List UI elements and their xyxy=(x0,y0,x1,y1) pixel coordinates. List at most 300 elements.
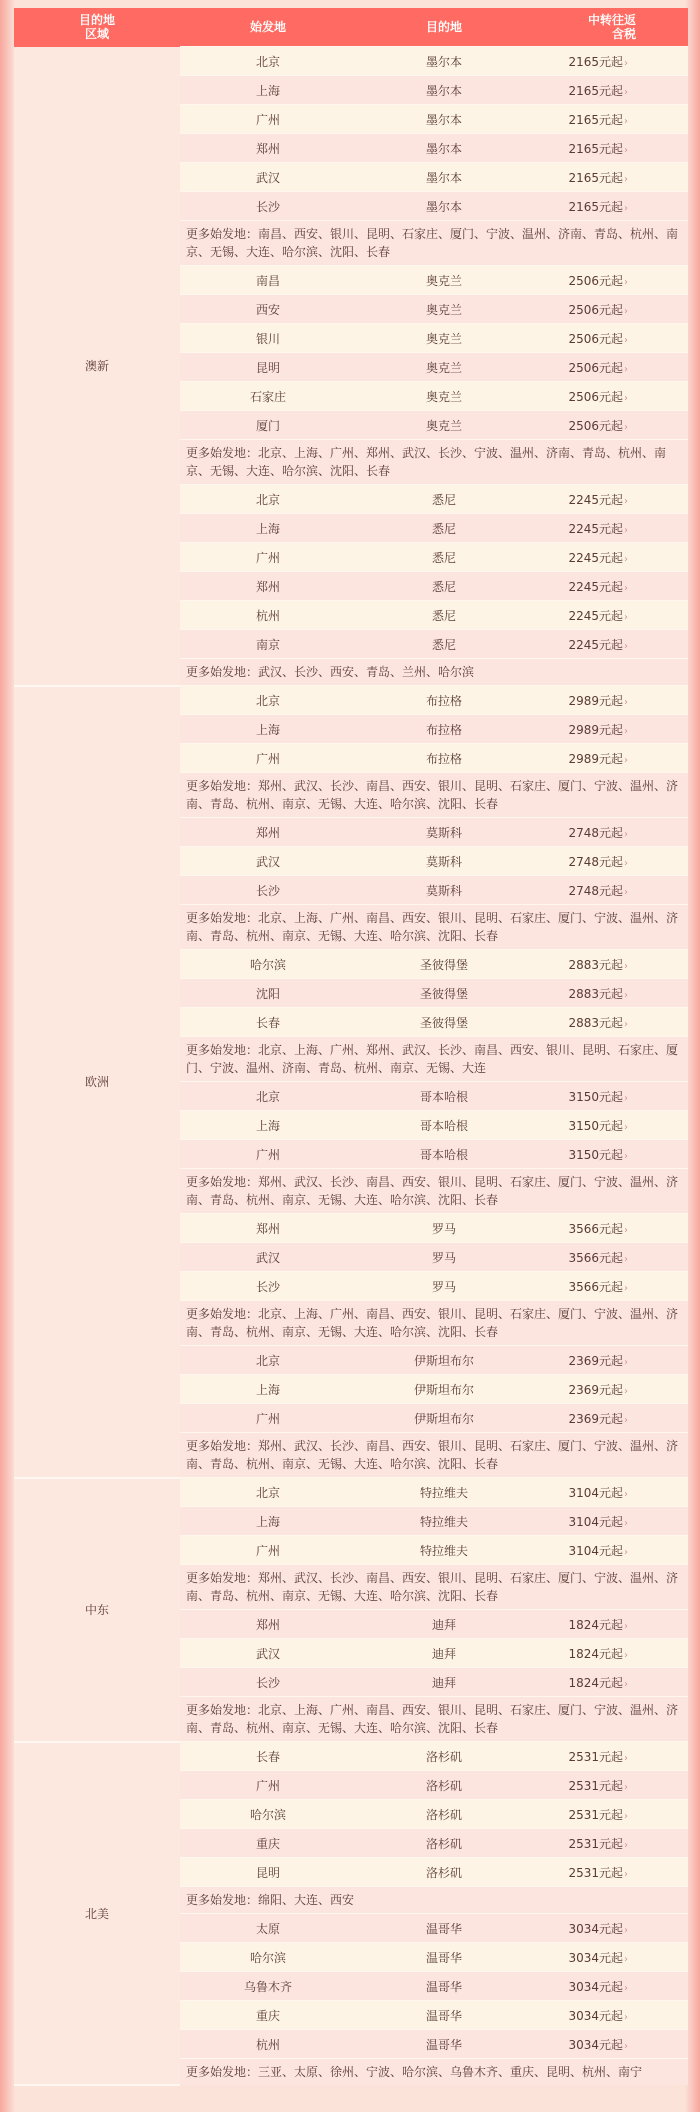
origin-cell: 上海 xyxy=(180,715,356,744)
price-text[interactable]: 3150元起 xyxy=(568,1147,623,1162)
chevron-right-icon: › xyxy=(624,495,628,507)
price-text[interactable]: 3034元起 xyxy=(568,1979,623,1994)
destination-cell: 奥克兰 xyxy=(356,324,532,353)
more-origins-cell xyxy=(180,1169,688,1214)
origin-cell: 上海 xyxy=(180,1507,356,1536)
price-text[interactable]: 2506元起 xyxy=(568,360,623,375)
price-cell[interactable] xyxy=(532,105,688,134)
price-cell[interactable] xyxy=(532,1914,688,1943)
destination-cell: 伊斯坦布尔 xyxy=(356,1346,532,1375)
price-text[interactable]: 3104元起 xyxy=(568,1514,623,1529)
chevron-right-icon: › xyxy=(624,1953,628,1965)
destination-cell: 伊斯坦布尔 xyxy=(356,1375,532,1404)
price-cell[interactable] xyxy=(532,1668,688,1697)
price-text[interactable]: 2245元起 xyxy=(568,608,623,623)
origin-cell: 武汉 xyxy=(180,1243,356,1272)
more-origins-list: 武汉、长沙、西安、青岛、兰州、哈尔滨 xyxy=(258,665,475,679)
origin-cell: 北京 xyxy=(180,1478,356,1507)
price-cell[interactable] xyxy=(532,1082,688,1111)
chevron-right-icon: › xyxy=(624,857,628,869)
destination-cell: 墨尔本 xyxy=(356,47,532,76)
destination-cell: 悉尼 xyxy=(356,543,532,572)
more-origins-cell xyxy=(180,221,688,266)
destination-cell: 温哥华 xyxy=(356,2030,532,2059)
region-cell: 北美 xyxy=(14,1742,180,2086)
destination-cell: 圣彼得堡 xyxy=(356,950,532,979)
price-cell[interactable] xyxy=(532,485,688,514)
price-cell[interactable] xyxy=(532,1478,688,1507)
origin-cell: 武汉 xyxy=(180,163,356,192)
more-origins-label: 更多始发地： xyxy=(186,1571,259,1585)
price-text[interactable]: 3150元起 xyxy=(568,1089,623,1104)
price-cell[interactable] xyxy=(532,950,688,979)
price-cell[interactable] xyxy=(532,1610,688,1639)
price-cell[interactable] xyxy=(532,1404,688,1433)
origin-cell: 太原 xyxy=(180,1914,356,1943)
price-text[interactable]: 2369元起 xyxy=(568,1382,623,1397)
origin-cell: 北京 xyxy=(180,1346,356,1375)
price-text[interactable]: 2506元起 xyxy=(568,389,623,404)
destination-cell: 温哥华 xyxy=(356,2001,532,2030)
origin-cell: 南京 xyxy=(180,630,356,659)
region-cell: 欧洲 xyxy=(14,686,180,1478)
price-text[interactable]: 1824元起 xyxy=(568,1675,623,1690)
origin-cell: 广州 xyxy=(180,1536,356,1565)
origin-cell: 南昌 xyxy=(180,266,356,295)
price-cell[interactable] xyxy=(532,1140,688,1169)
more-origins-list: 北京、上海、广州、南昌、西安、银川、昆明、石家庄、厦门、宁波、温州、济南、青岛、杭州、南京、无锡、大连、哈尔滨、沈阳、长春 xyxy=(186,1703,679,1735)
destination-cell: 迪拜 xyxy=(356,1668,532,1697)
origin-cell: 郑州 xyxy=(180,572,356,601)
destination-cell: 莫斯科 xyxy=(356,847,532,876)
chevron-right-icon: › xyxy=(624,1150,628,1162)
chevron-right-icon: › xyxy=(624,1121,628,1133)
destination-cell: 哥本哈根 xyxy=(356,1082,532,1111)
destination-cell: 墨尔本 xyxy=(356,105,532,134)
chevron-right-icon: › xyxy=(624,640,628,652)
table-row[interactable] xyxy=(14,1478,688,1507)
destination-cell: 墨尔本 xyxy=(356,134,532,163)
price-cell[interactable] xyxy=(532,192,688,221)
more-origins-list: 北京、上海、广州、郑州、武汉、长沙、宁波、温州、济南、青岛、杭州、南京、无锡、大连、哈尔滨、沈阳、长春 xyxy=(186,446,667,478)
price-cell[interactable] xyxy=(532,572,688,601)
region-cell: 澳新 xyxy=(14,47,180,686)
more-origins-list: 三亚、太原、徐州、宁波、哈尔滨、乌鲁木齐、重庆、昆明、杭州、南宁 xyxy=(258,2065,643,2079)
more-origins-cell xyxy=(180,659,688,686)
chevron-right-icon: › xyxy=(624,1781,628,1793)
price-cell[interactable] xyxy=(532,686,688,715)
destination-cell: 伊斯坦布尔 xyxy=(356,1404,532,1433)
origin-cell: 上海 xyxy=(180,1375,356,1404)
fare-table-container xyxy=(14,8,688,2086)
price-text[interactable]: 2165元起 xyxy=(568,141,623,156)
price-text[interactable]: 2989元起 xyxy=(568,722,623,737)
origin-cell: 杭州 xyxy=(180,2030,356,2059)
more-origins-list: 北京、上海、广州、南昌、西安、银川、昆明、石家庄、厦门、宁波、温州、济南、青岛、杭州、南京、无锡、大连、哈尔滨、沈阳、长春 xyxy=(186,1307,679,1339)
origin-cell: 郑州 xyxy=(180,134,356,163)
price-cell[interactable] xyxy=(532,1858,688,1887)
price-text[interactable]: 2531元起 xyxy=(568,1836,623,1851)
chevron-right-icon: › xyxy=(624,960,628,972)
chevron-right-icon: › xyxy=(624,1924,628,1936)
price-cell[interactable] xyxy=(532,514,688,543)
more-origins-label: 更多始发地： xyxy=(186,1307,259,1321)
price-text[interactable]: 3566元起 xyxy=(568,1250,623,1265)
destination-cell: 温哥华 xyxy=(356,1914,532,1943)
origin-cell: 重庆 xyxy=(180,2001,356,2030)
more-origins-label: 更多始发地： xyxy=(186,1439,259,1453)
price-text[interactable]: 2531元起 xyxy=(568,1778,623,1793)
chevron-right-icon: › xyxy=(624,1810,628,1822)
price-text[interactable]: 2245元起 xyxy=(568,492,623,507)
header-region-line1: 目的地 xyxy=(78,13,115,28)
price-cell[interactable] xyxy=(532,744,688,773)
chevron-right-icon: › xyxy=(624,1752,628,1764)
table-row[interactable] xyxy=(14,686,688,715)
chevron-right-icon: › xyxy=(624,828,628,840)
chevron-right-icon: › xyxy=(624,886,628,898)
more-origins-label: 更多始发地： xyxy=(186,779,259,793)
price-text[interactable]: 2506元起 xyxy=(568,418,623,433)
price-cell[interactable] xyxy=(532,847,688,876)
price-text[interactable]: 2165元起 xyxy=(568,83,623,98)
chevron-right-icon: › xyxy=(624,202,628,214)
origin-cell: 上海 xyxy=(180,76,356,105)
price-cell[interactable] xyxy=(532,1111,688,1140)
price-text[interactable]: 2369元起 xyxy=(568,1411,623,1426)
price-text[interactable]: 2989元起 xyxy=(568,693,623,708)
price-text[interactable]: 2165元起 xyxy=(568,199,623,214)
chevron-right-icon: › xyxy=(624,1018,628,1030)
origin-cell: 长春 xyxy=(180,1742,356,1771)
chevron-right-icon: › xyxy=(624,2040,628,2052)
price-text[interactable]: 2165元起 xyxy=(568,170,623,185)
price-cell[interactable] xyxy=(532,1214,688,1243)
origin-cell: 北京 xyxy=(180,485,356,514)
price-text[interactable]: 3034元起 xyxy=(568,1921,623,1936)
price-cell[interactable] xyxy=(532,76,688,105)
price-cell[interactable] xyxy=(532,353,688,382)
origin-cell: 郑州 xyxy=(180,1214,356,1243)
table-row[interactable] xyxy=(14,47,688,76)
chevron-right-icon: › xyxy=(624,421,628,433)
price-text[interactable]: 2531元起 xyxy=(568,1865,623,1880)
header-price-line2: 含税 xyxy=(611,27,636,41)
price-cell[interactable] xyxy=(532,47,688,76)
price-cell[interactable] xyxy=(532,1536,688,1565)
price-cell[interactable] xyxy=(532,163,688,192)
chevron-right-icon: › xyxy=(624,754,628,766)
price-text[interactable]: 2883元起 xyxy=(568,957,623,972)
more-origins-list: 北京、上海、广州、郑州、武汉、长沙、南昌、西安、银川、昆明、石家庄、厦门、宁波、温州、济南、青岛、杭州、南京、无锡、大连 xyxy=(186,1043,679,1075)
more-origins-cell xyxy=(180,905,688,950)
destination-cell: 哥本哈根 xyxy=(356,1111,532,1140)
origin-cell: 上海 xyxy=(180,514,356,543)
price-cell[interactable] xyxy=(532,1008,688,1037)
price-text[interactable]: 2245元起 xyxy=(568,579,623,594)
price-text[interactable]: 2245元起 xyxy=(568,637,623,652)
price-text[interactable]: 2245元起 xyxy=(568,521,623,536)
chevron-right-icon: › xyxy=(624,334,628,346)
header-price xyxy=(532,8,688,47)
origin-cell: 长沙 xyxy=(180,1272,356,1301)
chevron-right-icon: › xyxy=(624,276,628,288)
price-text[interactable]: 2165元起 xyxy=(568,112,623,127)
origin-cell: 北京 xyxy=(180,1082,356,1111)
destination-cell: 莫斯科 xyxy=(356,818,532,847)
price-cell[interactable] xyxy=(532,818,688,847)
more-origins-list: 郑州、武汉、长沙、南昌、西安、银川、昆明、石家庄、厦门、宁波、温州、济南、青岛、杭州、南京、无锡、大连、哈尔滨、沈阳、长春 xyxy=(186,1571,679,1603)
destination-cell: 奥克兰 xyxy=(356,266,532,295)
fare-table-body xyxy=(14,47,688,2086)
more-origins-list: 北京、上海、广州、南昌、西安、银川、昆明、石家庄、厦门、宁波、温州、济南、青岛、杭州、南京、无锡、大连、哈尔滨、沈阳、长春 xyxy=(186,911,679,943)
origin-cell: 广州 xyxy=(180,1140,356,1169)
price-cell[interactable] xyxy=(532,630,688,659)
destination-cell: 特拉维夫 xyxy=(356,1507,532,1536)
origin-cell: 哈尔滨 xyxy=(180,1800,356,1829)
destination-cell: 罗马 xyxy=(356,1214,532,1243)
chevron-right-icon: › xyxy=(624,1224,628,1236)
origin-cell: 乌鲁木齐 xyxy=(180,1972,356,2001)
more-origins-cell xyxy=(180,1433,688,1478)
destination-cell: 悉尼 xyxy=(356,514,532,543)
price-text[interactable]: 3034元起 xyxy=(568,1950,623,1965)
chevron-right-icon: › xyxy=(624,611,628,623)
price-cell[interactable] xyxy=(532,1243,688,1272)
price-text[interactable]: 2245元起 xyxy=(568,550,623,565)
destination-cell: 洛杉矶 xyxy=(356,1858,532,1887)
price-cell[interactable] xyxy=(532,2030,688,2059)
more-origins-label: 更多始发地： xyxy=(186,1703,259,1717)
origin-cell: 石家庄 xyxy=(180,382,356,411)
origin-cell: 北京 xyxy=(180,47,356,76)
chevron-right-icon: › xyxy=(624,1414,628,1426)
price-text[interactable]: 2748元起 xyxy=(568,883,623,898)
origin-cell: 武汉 xyxy=(180,1639,356,1668)
destination-cell: 奥克兰 xyxy=(356,295,532,324)
destination-cell: 罗马 xyxy=(356,1272,532,1301)
more-origins-label: 更多始发地： xyxy=(186,1043,259,1057)
destination-cell: 莫斯科 xyxy=(356,876,532,905)
chevron-right-icon: › xyxy=(624,1982,628,1994)
price-cell[interactable] xyxy=(532,411,688,440)
price-text[interactable]: 3150元起 xyxy=(568,1118,623,1133)
chevron-right-icon: › xyxy=(624,1868,628,1880)
price-cell[interactable] xyxy=(532,1346,688,1375)
more-origins-list: 南昌、西安、银川、昆明、石家庄、厦门、宁波、温州、济南、青岛、杭州、南京、无锡、大连、哈尔滨、沈阳、长春 xyxy=(186,227,679,259)
chevron-right-icon: › xyxy=(624,144,628,156)
price-cell[interactable] xyxy=(532,1639,688,1668)
chevron-right-icon: › xyxy=(624,1620,628,1632)
price-cell[interactable] xyxy=(532,1943,688,1972)
price-cell[interactable] xyxy=(532,1800,688,1829)
header-region xyxy=(14,8,180,47)
destination-cell: 悉尼 xyxy=(356,572,532,601)
price-text[interactable]: 2531元起 xyxy=(568,1807,623,1822)
origin-cell: 广州 xyxy=(180,543,356,572)
price-text[interactable]: 2883元起 xyxy=(568,986,623,1001)
chevron-right-icon: › xyxy=(624,363,628,375)
destination-cell: 特拉维夫 xyxy=(356,1478,532,1507)
price-text[interactable]: 2369元起 xyxy=(568,1353,623,1368)
chevron-right-icon: › xyxy=(624,725,628,737)
chevron-right-icon: › xyxy=(624,696,628,708)
origin-cell: 长沙 xyxy=(180,1668,356,1697)
origin-cell: 西安 xyxy=(180,295,356,324)
more-origins-cell xyxy=(180,440,688,485)
price-cell[interactable] xyxy=(532,601,688,630)
destination-cell: 奥克兰 xyxy=(356,382,532,411)
destination-cell: 洛杉矶 xyxy=(356,1800,532,1829)
price-cell[interactable] xyxy=(532,295,688,324)
destination-cell: 洛杉矶 xyxy=(356,1742,532,1771)
chevron-right-icon: › xyxy=(624,305,628,317)
price-text[interactable]: 2883元起 xyxy=(568,1015,623,1030)
destination-cell: 罗马 xyxy=(356,1243,532,1272)
price-cell[interactable] xyxy=(532,1375,688,1404)
origin-cell: 广州 xyxy=(180,744,356,773)
origin-cell: 上海 xyxy=(180,1111,356,1140)
price-text[interactable]: 3566元起 xyxy=(568,1279,623,1294)
region-cell: 中东 xyxy=(14,1478,180,1742)
chevron-right-icon: › xyxy=(624,1678,628,1690)
price-text[interactable]: 2506元起 xyxy=(568,302,623,317)
price-cell[interactable] xyxy=(532,979,688,1008)
chevron-right-icon: › xyxy=(624,1385,628,1397)
origin-cell: 郑州 xyxy=(180,818,356,847)
price-text[interactable]: 2506元起 xyxy=(568,273,623,288)
price-text[interactable]: 3034元起 xyxy=(568,2037,623,2052)
destination-cell: 圣彼得堡 xyxy=(356,979,532,1008)
more-origins-cell xyxy=(180,1037,688,1082)
chevron-right-icon: › xyxy=(624,1517,628,1529)
price-cell[interactable] xyxy=(532,1771,688,1800)
destination-cell: 布拉格 xyxy=(356,686,532,715)
more-origins-cell xyxy=(180,1301,688,1346)
chevron-right-icon: › xyxy=(624,392,628,404)
origin-cell: 昆明 xyxy=(180,1858,356,1887)
chevron-right-icon: › xyxy=(624,115,628,127)
header-origin: 始发地 xyxy=(180,8,356,47)
price-text[interactable]: 3566元起 xyxy=(568,1221,623,1236)
chevron-right-icon: › xyxy=(624,1546,628,1558)
more-origins-label: 更多始发地： xyxy=(186,446,259,460)
header-region-line2: 区域 xyxy=(84,27,109,42)
chevron-right-icon: › xyxy=(624,1839,628,1851)
destination-cell: 墨尔本 xyxy=(356,192,532,221)
more-origins-label: 更多始发地： xyxy=(186,665,259,679)
origin-cell: 郑州 xyxy=(180,1610,356,1639)
price-text[interactable]: 2989元起 xyxy=(568,751,623,766)
price-cell[interactable] xyxy=(532,1742,688,1771)
chevron-right-icon: › xyxy=(624,57,628,69)
origin-cell: 重庆 xyxy=(180,1829,356,1858)
more-origins-label: 更多始发地： xyxy=(186,911,259,925)
chevron-right-icon: › xyxy=(624,524,628,536)
chevron-right-icon: › xyxy=(624,1092,628,1104)
destination-cell: 奥克兰 xyxy=(356,411,532,440)
destination-cell: 墨尔本 xyxy=(356,76,532,105)
origin-cell: 沈阳 xyxy=(180,979,356,1008)
price-cell[interactable] xyxy=(532,876,688,905)
more-origins-list: 郑州、武汉、长沙、南昌、西安、银川、昆明、石家庄、厦门、宁波、温州、济南、青岛、杭州、南京、无锡、大连、哈尔滨、沈阳、长春 xyxy=(186,1175,679,1207)
chevron-right-icon: › xyxy=(624,1649,628,1661)
price-cell[interactable] xyxy=(532,382,688,411)
more-origins-cell xyxy=(180,1887,688,1914)
chevron-right-icon: › xyxy=(624,86,628,98)
table-row[interactable] xyxy=(14,1742,688,1771)
origin-cell: 哈尔滨 xyxy=(180,1943,356,1972)
price-text[interactable]: 2748元起 xyxy=(568,854,623,869)
destination-cell: 洛杉矶 xyxy=(356,1771,532,1800)
destination-cell: 悉尼 xyxy=(356,601,532,630)
price-cell[interactable] xyxy=(532,1272,688,1301)
origin-cell: 北京 xyxy=(180,686,356,715)
price-cell[interactable] xyxy=(532,715,688,744)
chevron-right-icon: › xyxy=(624,1253,628,1265)
origin-cell: 长沙 xyxy=(180,876,356,905)
destination-cell: 哥本哈根 xyxy=(356,1140,532,1169)
more-origins-cell xyxy=(180,2059,688,2086)
more-origins-label: 更多始发地： xyxy=(186,1175,259,1189)
destination-cell: 布拉格 xyxy=(356,715,532,744)
price-cell[interactable] xyxy=(532,266,688,295)
price-cell[interactable] xyxy=(532,1972,688,2001)
origin-cell: 长春 xyxy=(180,1008,356,1037)
origin-cell: 昆明 xyxy=(180,353,356,382)
price-cell[interactable] xyxy=(532,543,688,572)
price-cell[interactable] xyxy=(532,324,688,353)
destination-cell: 悉尼 xyxy=(356,630,532,659)
price-text[interactable]: 2165元起 xyxy=(568,54,623,69)
price-text[interactable]: 3034元起 xyxy=(568,2008,623,2023)
price-cell[interactable] xyxy=(532,1507,688,1536)
chevron-right-icon: › xyxy=(624,989,628,1001)
chevron-right-icon: › xyxy=(624,2011,628,2023)
fare-table xyxy=(14,8,688,2086)
destination-cell: 迪拜 xyxy=(356,1610,532,1639)
more-origins-list: 郑州、武汉、长沙、南昌、西安、银川、昆明、石家庄、厦门、宁波、温州、济南、青岛、杭州、南京、无锡、大连、哈尔滨、沈阳、长春 xyxy=(186,1439,679,1471)
price-text[interactable]: 2506元起 xyxy=(568,331,623,346)
chevron-right-icon: › xyxy=(624,173,628,185)
price-cell[interactable] xyxy=(532,2001,688,2030)
price-text[interactable]: 3104元起 xyxy=(568,1543,623,1558)
more-origins-cell xyxy=(180,773,688,818)
origin-cell: 武汉 xyxy=(180,847,356,876)
price-text[interactable]: 2748元起 xyxy=(568,825,623,840)
destination-cell: 奥克兰 xyxy=(356,353,532,382)
price-text[interactable]: 2531元起 xyxy=(568,1749,623,1764)
price-cell[interactable] xyxy=(532,1829,688,1858)
more-origins-list: 绵阳、大连、西安 xyxy=(258,1893,355,1907)
more-origins-cell xyxy=(180,1565,688,1610)
destination-cell: 迪拜 xyxy=(356,1639,532,1668)
destination-cell: 布拉格 xyxy=(356,744,532,773)
price-text[interactable]: 1824元起 xyxy=(568,1646,623,1661)
origin-cell: 银川 xyxy=(180,324,356,353)
price-cell[interactable] xyxy=(532,134,688,163)
more-origins-list: 郑州、武汉、长沙、南昌、西安、银川、昆明、石家庄、厦门、宁波、温州、济南、青岛、杭州、南京、无锡、大连、哈尔滨、沈阳、长春 xyxy=(186,779,679,811)
chevron-right-icon: › xyxy=(624,582,628,594)
chevron-right-icon: › xyxy=(624,1356,628,1368)
price-text[interactable]: 3104元起 xyxy=(568,1485,623,1500)
destination-cell: 墨尔本 xyxy=(356,163,532,192)
origin-cell: 广州 xyxy=(180,1404,356,1433)
price-text[interactable]: 1824元起 xyxy=(568,1617,623,1632)
more-origins-label: 更多始发地： xyxy=(186,2065,259,2079)
destination-cell: 洛杉矶 xyxy=(356,1829,532,1858)
destination-cell: 温哥华 xyxy=(356,1943,532,1972)
